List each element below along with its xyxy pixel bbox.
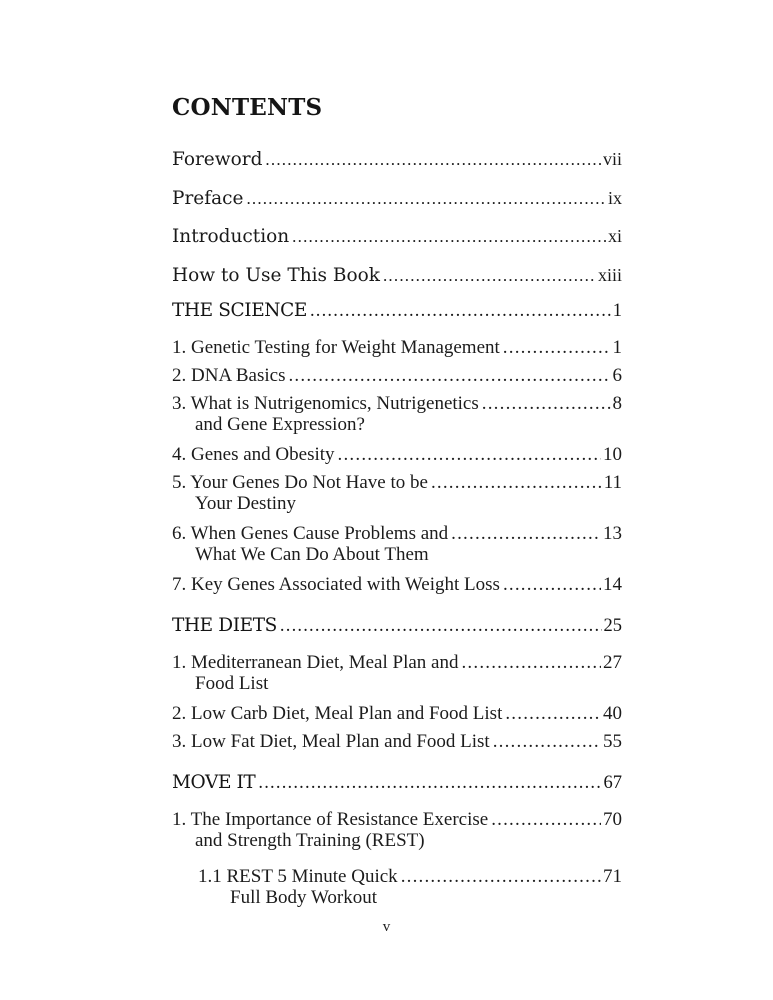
page-number: 55: [603, 731, 622, 752]
dot-leader: [280, 609, 602, 643]
entry-label: 1.1 REST 5 Minute Quick: [198, 866, 398, 887]
toc-item[interactable]: [172, 700, 622, 728]
toc-subitem[interactable]: [172, 863, 622, 909]
entry-continuation: Full Body Workout: [230, 887, 377, 908]
entry-label: 3. What is Nutrigenomics, Nutrigenetics: [172, 393, 479, 414]
dot-leader: [503, 334, 611, 362]
page-title: CONTENTS: [172, 94, 323, 121]
dot-leader: [451, 520, 601, 548]
toc-entry-introduction[interactable]: [172, 217, 622, 256]
page-number: 70: [603, 809, 622, 830]
toc-item[interactable]: [172, 469, 622, 515]
toc-item[interactable]: [172, 806, 622, 852]
page-number: 13: [603, 523, 622, 544]
page-number: 71: [603, 866, 622, 887]
dot-leader: [461, 649, 601, 677]
page-number: 10: [603, 444, 622, 465]
toc-entry-how-to-use[interactable]: [172, 256, 622, 295]
dot-leader: [505, 700, 601, 728]
entry-label: 1. Genetic Testing for Weight Management: [172, 337, 500, 358]
entry-continuation: and Gene Expression?: [195, 414, 365, 435]
toc-item[interactable]: [172, 571, 622, 599]
page-number: 67: [603, 773, 622, 793]
toc-section-the-diets[interactable]: [172, 609, 622, 643]
dot-leader: [431, 469, 602, 497]
entry-label: 6. When Genes Cause Problems and: [172, 523, 449, 544]
dot-leader: [401, 863, 601, 891]
dot-leader: [265, 141, 601, 180]
toc-section-move-it[interactable]: [172, 766, 622, 800]
dot-leader: [493, 728, 601, 756]
page-number: 1: [612, 301, 622, 321]
dot-leader: [288, 362, 610, 390]
entry-continuation: What We Can Do About Them: [195, 544, 429, 565]
page-number: 27: [603, 652, 622, 673]
entry-continuation: Food List: [195, 673, 269, 694]
entry-label: 7. Key Genes Associated with Weight Loss: [172, 574, 500, 595]
dot-leader: [246, 180, 606, 219]
page-number: 11: [603, 472, 622, 493]
dot-leader: [292, 218, 606, 257]
dot-leader: [383, 257, 596, 296]
toc-item[interactable]: [172, 441, 622, 469]
dot-leader: [491, 806, 601, 834]
page-number: 40: [603, 703, 622, 724]
dot-leader: [503, 571, 601, 599]
dot-leader: [482, 390, 611, 418]
entry-label: Introduction: [172, 226, 290, 247]
entry-continuation: Your Destiny: [195, 493, 297, 514]
page-number: 6: [612, 365, 622, 386]
page-number: 25: [603, 616, 622, 636]
page-number: 1: [612, 337, 622, 358]
section-label: THE SCIENCE: [172, 300, 307, 321]
entry-continuation: and Strength Training (REST): [195, 830, 425, 851]
entry-label: 4. Genes and Obesity: [172, 444, 335, 465]
toc-item[interactable]: [172, 649, 622, 695]
dot-leader: [310, 294, 611, 328]
entry-label: How to Use This Book: [172, 264, 380, 286]
entry-label: 2. Low Carb Diet, Meal Plan and Food List: [172, 703, 503, 724]
page-number: vii: [602, 149, 622, 169]
toc-item[interactable]: [172, 334, 622, 362]
section-label: THE DIETS: [172, 615, 277, 636]
entry-label: 2. DNA Basics: [172, 365, 286, 386]
toc-item[interactable]: [172, 728, 622, 756]
entry-label: 1. Mediterranean Diet, Meal Plan and: [172, 652, 459, 673]
toc-entry-preface[interactable]: [172, 179, 622, 218]
entry-label: 5. Your Genes Do Not Have to be: [172, 472, 428, 493]
toc-entry-foreword[interactable]: [172, 140, 622, 179]
entry-label: 3. Low Fat Diet, Meal Plan and Food List: [172, 731, 490, 752]
dot-leader: [258, 766, 601, 800]
page-number: 14: [603, 574, 622, 595]
toc-section-the-science[interactable]: [172, 294, 622, 328]
dot-leader: [338, 441, 601, 469]
page-number: xiii: [597, 264, 622, 285]
toc-item[interactable]: [172, 390, 622, 436]
page-number: xi: [607, 226, 622, 246]
page-number: ix: [607, 187, 622, 208]
toc-item[interactable]: [172, 520, 622, 566]
page-folio: v: [382, 919, 391, 935]
page-number: 8: [612, 393, 622, 414]
section-label: MOVE IT: [172, 772, 256, 793]
entry-label: 1. The Importance of Resistance Exercise: [172, 809, 489, 830]
entry-label: Foreword: [172, 149, 263, 170]
entry-label: Preface: [172, 187, 244, 209]
table-of-contents: [172, 92, 622, 914]
toc-item[interactable]: [172, 362, 622, 390]
